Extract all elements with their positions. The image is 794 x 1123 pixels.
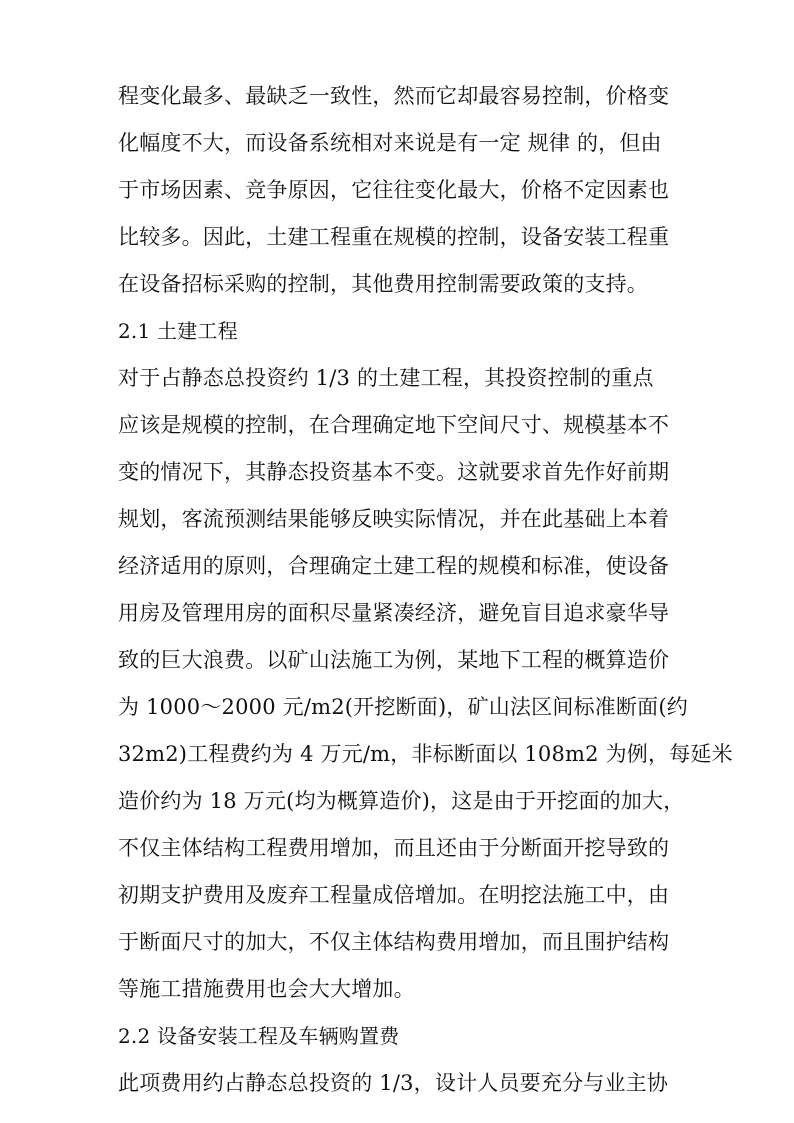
text-line-19: 于断面尺寸的加大，不仅主体结构费用增加，而且围护结构: [118, 930, 670, 954]
section-heading-2-2: 2.2 设备安装工程及车辆购置费: [118, 1024, 400, 1048]
text-line-7: 对于占静态总投资约 1/3 的土建工程，其投资控制的重点: [118, 366, 654, 390]
text-line-22: 此项费用约占静态总投资的 1/3，设计人员要充分与业主协: [118, 1071, 669, 1095]
section-heading-2-1: 2.1 土建工程: [118, 319, 238, 343]
text-line-15: 32m2)工程费约为 4 万元/m，非标断面以 108m2 为例，每延米: [118, 742, 733, 766]
text-line-3: 于市场因素、竞争原因，它往往变化最大，价格不定因素也: [118, 178, 670, 202]
text-line-1: 程变化最多、最缺乏一致性，然而它却最容易控制，价格变: [118, 84, 670, 108]
text-line-14: 为 1000～2000 元/m2(开挖断面)，矿山法区间标准断面(约: [118, 695, 688, 719]
text-line-11: 经济适用的原则，合理确定土建工程的规模和标准，使设备: [118, 554, 670, 578]
text-line-18: 初期支护费用及废弃工程量成倍增加。在明挖法施工中，由: [118, 883, 670, 907]
text-line-10: 规划，客流预测结果能够反映实际情况，并在此基础上本着: [118, 507, 670, 531]
text-line-13: 致的巨大浪费。以矿山法施工为例，某地下工程的概算造价: [118, 648, 670, 672]
text-line-8: 应该是规模的控制，在合理确定地下空间尺寸、规模基本不: [118, 413, 670, 437]
text-line-4: 比较多。因此，土建工程重在规模的控制，设备安装工程重: [118, 225, 670, 249]
text-line-9: 变的情况下，其静态投资基本不变。这就要求首先作好前期: [118, 460, 670, 484]
text-line-2: 化幅度不大，而设备系统相对来说是有一定 规律 的，但由: [118, 131, 662, 155]
text-line-20: 等施工措施费用也会大大增加。: [118, 977, 415, 1001]
text-line-12: 用房及管理用房的面积尽量紧凑经济，避免盲目追求豪华导: [118, 601, 670, 625]
text-line-17: 不仅主体结构工程费用增加，而且还由于分断面开挖导致的: [118, 836, 670, 860]
text-line-16: 造价约为 18 万元(均为概算造价)，这是由于开挖面的加大，: [118, 789, 685, 813]
text-line-5: 在设备招标采购的控制，其他费用控制需要政策的支持。: [118, 272, 648, 296]
